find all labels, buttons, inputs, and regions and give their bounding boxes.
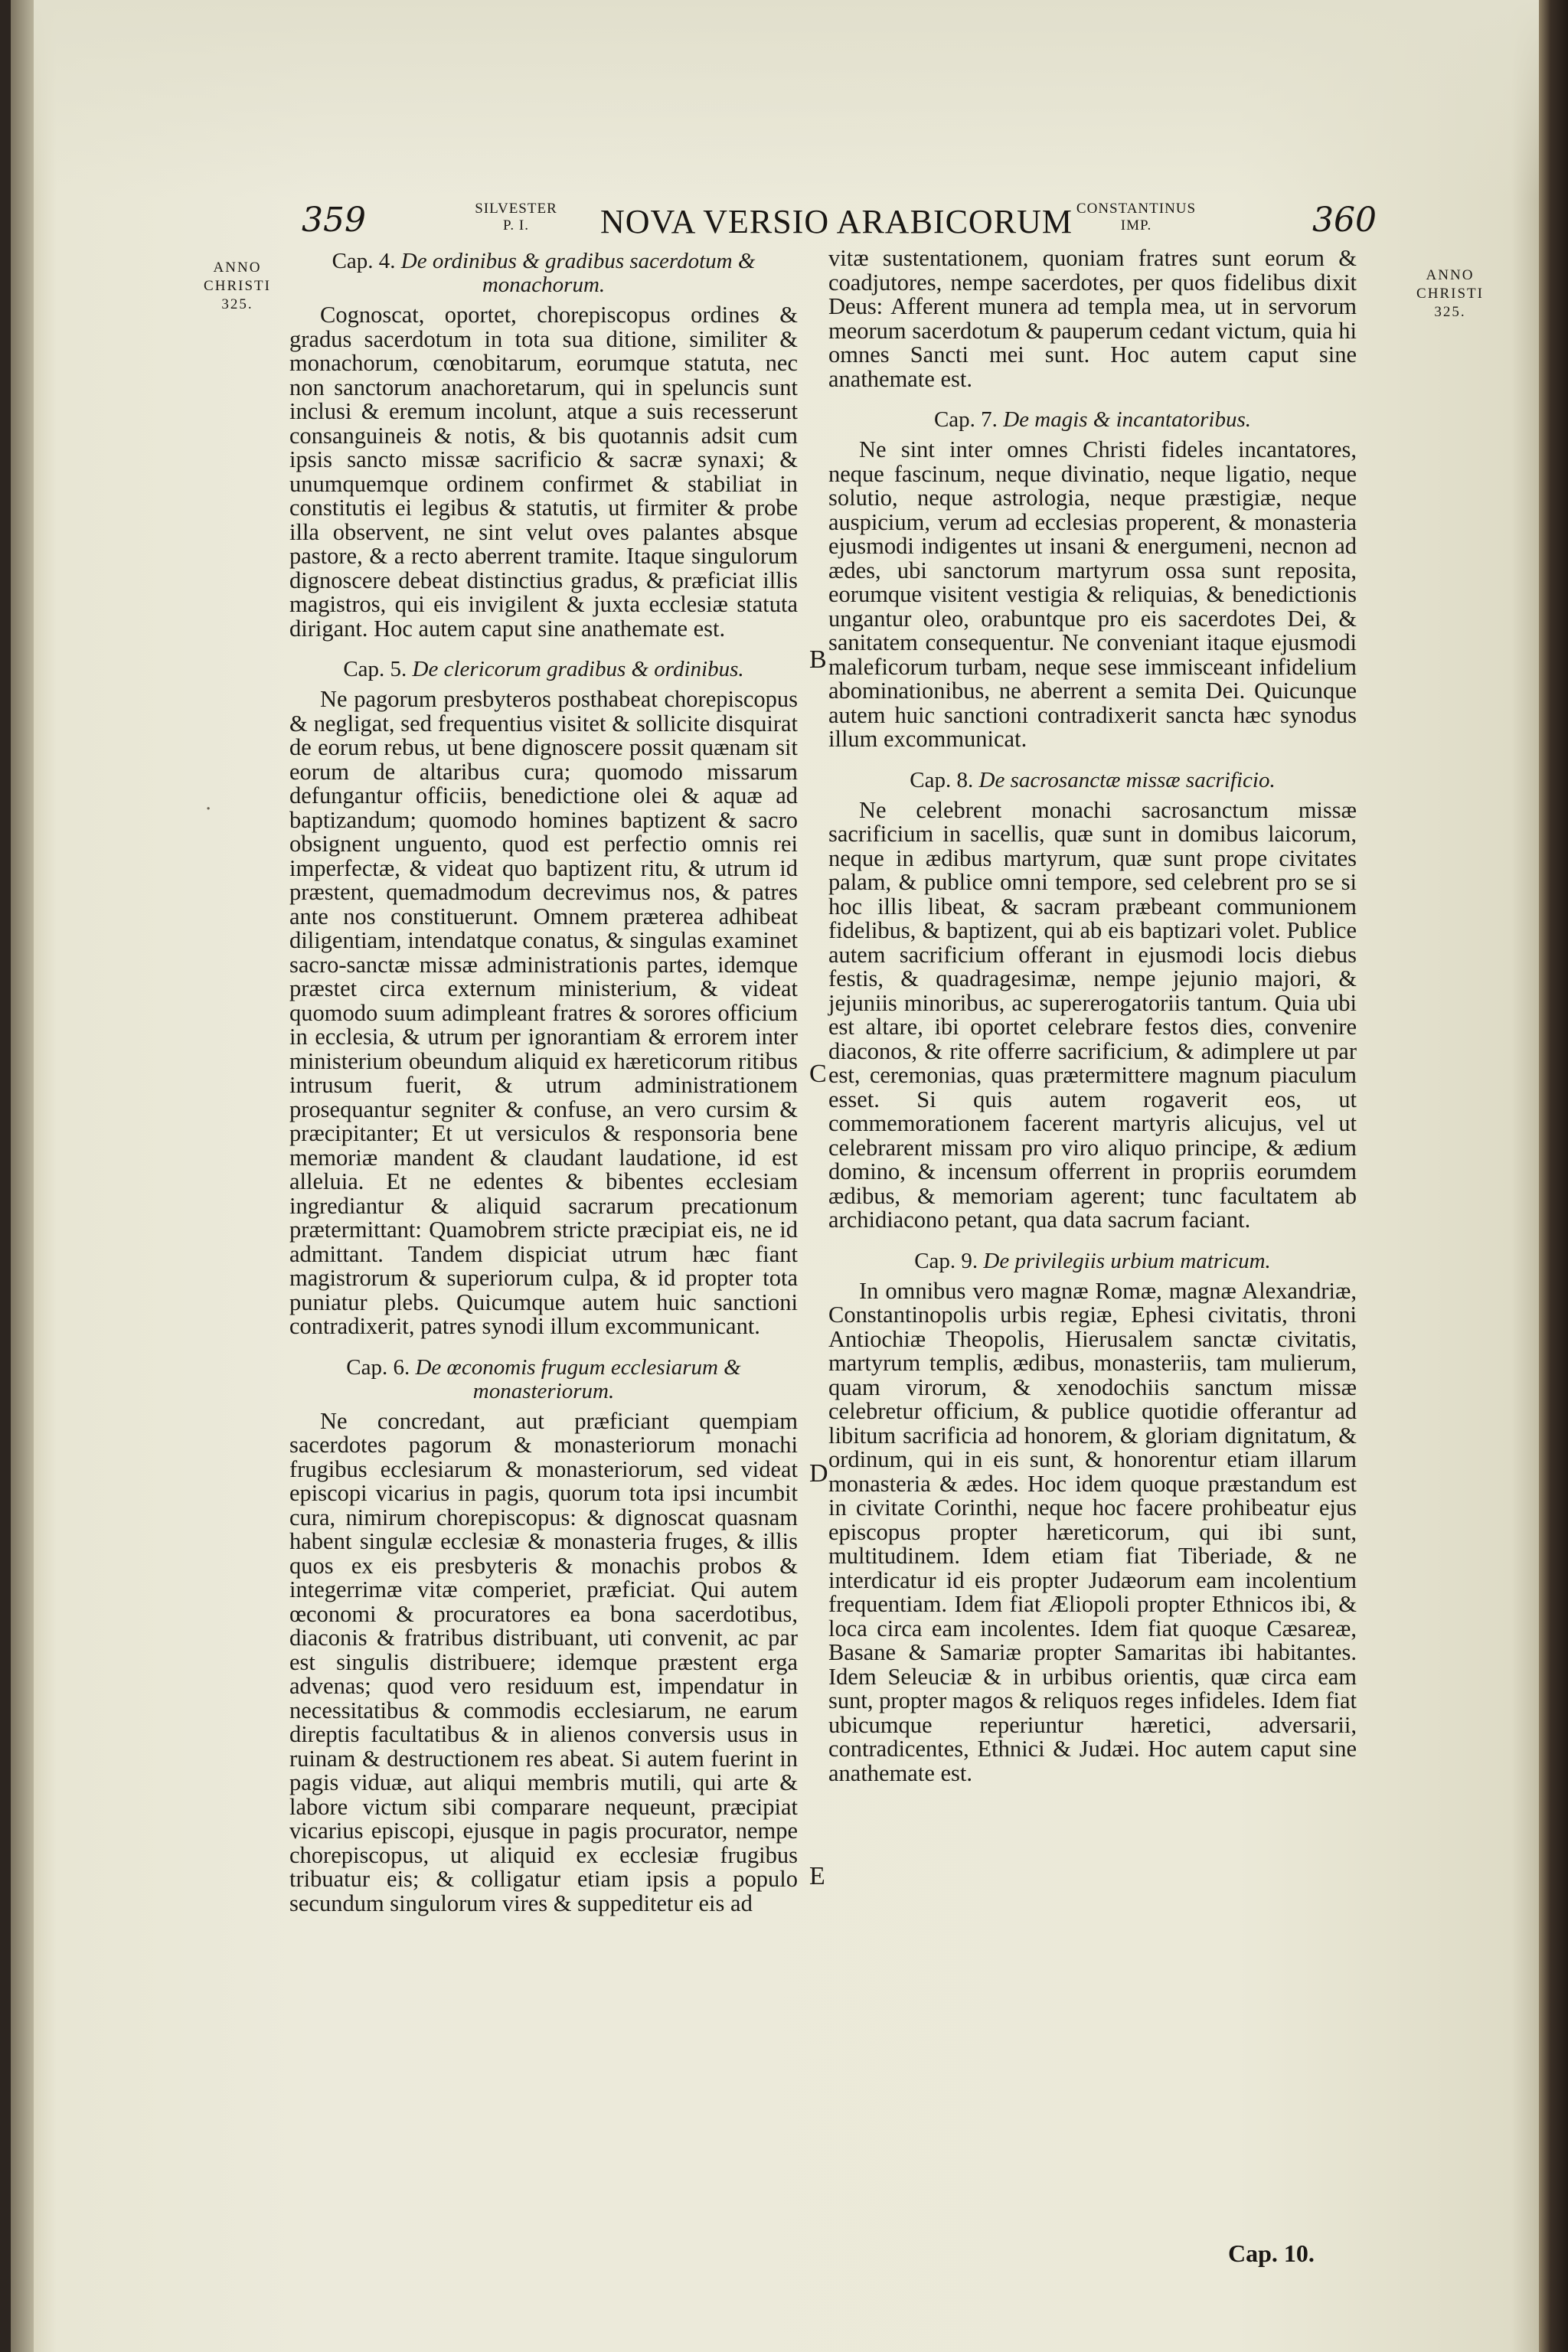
margin-mark: · bbox=[205, 798, 212, 821]
header-pope-number: P. I. bbox=[502, 217, 530, 234]
chapter-text: Ne celebrent monachi sacrosanctum missæ sacrificium in sacellis, quæ sunt in domibus laicorum, neque in ædibus martyrum, quæ sunt prope civitates palam, & publice omni tempore, sed celebrent pro se si hoc illis libeat, & sacram præbeant communionem fidelibus, & baptizent, qui ab eis baptizari volet. Publice autem sacrificium offerant in ejusmodi locis diebus festis, & quadragesimæ, nempe jejunio majori, & jejuniis minoribus, ac supererogatoriis tantum. Quia ubi est altare, ibi oportet celebrare festos dies, convenire diaconos, & rite offerre sacrificium, & adimplere ut par est, ceremonias, quas prætermittere magnum piaculum esset. Si quis autem rogaverit eos, ut commemorationem facerent martyris alicujus, vel ut celebrarent missam pro viro aliquo principe, & ædium domino, & incensum offerrent in propriis eorumdem ædibus, & memoriam agerent; tunc facultatem ab archidiacono petant, qua data sacrum faciant. bbox=[828, 796, 1357, 1233]
chapter-number: Cap. 5. bbox=[343, 657, 407, 681]
chapter-title: De clericorum gradibus & ordinibus. bbox=[412, 657, 744, 681]
chapter-text: Ne sint inter omnes Christi fideles incantatores, neque fascinum, neque divinatio, neque ligatio, neque solutio, neque astrologia, neque præstigiæ, neque auspicium, verum ad ecclesias properent, & monasteria ejusmodi indigentes ut insani & energumeni, necnon ad ædes, ubi sanctorum martyrum ossa sunt reposita, eorumque visitent vestigia & reliquias, & benedictionis ungantur oleo, orabuntque pro eis sacerdotes Dei, & sanitatem consequentur. Ne conveniant itaque ejusmodi maleficorum turbam, neque sese immisceant infidelium abominationibus, ne aberrent a semita Dei. Quicunque autem huic sanctioni contradixerit sancta hæc synodus illum excommunicat. bbox=[828, 436, 1357, 752]
chapter-text: In omnibus vero magnæ Romæ, magnæ Alexandriæ, Constantinopolis urbis regiæ, Ephesi civitatis, throni Antiochiæ Theopolis, Hierusalem sanctæ civitatis, martyrum templis, ædibus, monasteriis, tam mulierum, quam virorum, & xenodochiis sanctum missæ celebretur officium, & publice quotidie offerantur ad libitum sacrificia ad honorem, & gloriam dignitatum, & ordinum, qui in eis sunt, & honorentur etiam illarum monasteria & ædes. Hoc idem quoque præstandum est in civitate Corinthi, neque hoc facere prohibeatur ejus episcopus propter hæreticorum, qui ibi sunt, multitudinem. Idem etiam fiat Tiberiade, & ne interdicatur id eis propter Judæorum eam incolentium frequentiam. Idem fiat Æliopoli propter Ethnicos ibi, & loca circa eam incolentes. Idem fiat quoque Cæsareæ, Basane & Samariæ propter Samaritas ibi habitantes. Idem Seleuciæ & in urbibus orientis, quæ circa eam sunt, propter magos & reliquos reges infideles. Idem fiat ubicumque reperiuntur hæretici, adversarii, contradicentes, Ethnici & Judæi. Hoc autem caput sine anathemate est. bbox=[828, 1277, 1357, 1786]
margin-letter-b: B bbox=[809, 645, 827, 674]
year-note-anno: ANNO bbox=[1426, 267, 1475, 283]
year-note-christi: CHRISTI bbox=[204, 278, 271, 294]
chapter-title: De magis & incantatoribus. bbox=[1003, 407, 1252, 432]
page-number-left: 359 bbox=[302, 201, 366, 240]
chapter-number: Cap. 6. bbox=[346, 1354, 410, 1380]
chapter-heading bbox=[828, 769, 1357, 792]
catchword: Cap. 10. bbox=[1228, 2239, 1315, 2267]
margin-letter-d: D bbox=[809, 1459, 828, 1488]
year-note-right bbox=[1396, 266, 1504, 322]
header-emperor-name: CONSTANTINUS bbox=[1076, 201, 1197, 217]
page-gutter bbox=[11, 0, 34, 2352]
chapter-heading bbox=[289, 658, 798, 681]
year-note-year: 325. bbox=[221, 296, 253, 312]
year-note-christi: CHRISTI bbox=[1416, 286, 1484, 302]
chapter-text: Cognoscat, oportet, chorepiscopus ordines & gradus sacerdotum in tota sua ditione, similiter & monachorum, cœnobitarum, eorumque statuta, nec non sanctorum anachoretarum, qui in speluncis sunt inclusi & eremum incolunt, atque a suis recesserunt consanguineis & notis, & bis quotannis adsit cum ipsis sancto missæ sacrificio & sacræ synaxi; & unumquemque ordinem confirmet & stabiliat in constitutis ei legibus & statutis, ut firmiter & probe illa observent, ne sint velut oves palantes absque pastore, & a recto aberrent tramite. Itaque singulorum dignoscere debeat distinctius gradus, & præficiat illis magistros, qui eis invigilent & juxta ecclesiæ statuta dirigant. Hoc autem caput sine anathemate est. bbox=[289, 302, 798, 642]
margin-letter-c: C bbox=[809, 1060, 827, 1088]
chapter-heading bbox=[289, 250, 798, 297]
right-column bbox=[828, 247, 1357, 1802]
chapter-title: De privilegiis urbium matricum. bbox=[983, 1248, 1271, 1273]
chapter-title: De ordinibus & gradibus sacerdotum & monachorum. bbox=[400, 249, 756, 297]
chapter-number: Cap. 8. bbox=[910, 767, 974, 792]
chapter-number: Cap. 4. bbox=[332, 249, 396, 273]
left-column bbox=[289, 247, 798, 1932]
book-edge bbox=[1539, 0, 1568, 2352]
chapter-heading bbox=[828, 408, 1357, 432]
header-emperor-label bbox=[1029, 201, 1243, 234]
chapter-number: Cap. 9. bbox=[914, 1248, 978, 1273]
continued-text: vitæ sustentationem, quoniam fratres sunt eorum & coadjutores, nempe sacerdotes, per quos fidelibus dixit Deus: Afferent munera ad templa mea, ut in servorum meorum sacerdotum & pauperum cedant victum, quia hi omnes Sancti mei sunt. Hoc autem caput sine anathemate est. bbox=[828, 245, 1357, 392]
year-note-left bbox=[184, 259, 291, 314]
chapter-heading bbox=[289, 1356, 798, 1403]
chapter-title: De sacrosanctæ missæ sacrificio. bbox=[978, 767, 1276, 792]
margin-letter-e: E bbox=[809, 1862, 825, 1890]
chapter-number: Cap. 7. bbox=[933, 407, 998, 432]
running-title: NOVA VERSIO ARABICORUM bbox=[600, 203, 1073, 240]
header-emperor-title: IMP. bbox=[1120, 217, 1152, 234]
book-page bbox=[11, 0, 1548, 2352]
page-number-right: 360 bbox=[1312, 201, 1377, 240]
chapter-text: Ne concredant, aut præficiant quempiam sacerdotes pagorum & monasteriorum monachi frugibus ecclesiarum & monasteriorum, sed videat episcopi vicarius in pagis, quorum tota ipsi incumbit cura, nimirum chorepiscopus: & dignoscat quasnam habent singulæ ecclesiæ & monasteria fruges, & illis quos ex eis presbyteris & monachis probos & integerrimæ vitæ comperiet, præficiat. Qui autem œconomi & procuratores ea bona sacerdotibus, diaconis & fratribus distribuant, uti convenit, ac par est singulis distribuere; idemque præstent erga advenas; quod vero residuum est, impendatur in necessitatibus & commodis ecclesiarum, ne earum direptis facultatibus & in alienos conversis usus in ruinam & destructionem res abeat. Si autem fuerint in pagis viduæ, aut aliqui membris mutili, qui arte & labore victum sibi comparare nequeunt, præcipiat vicarius episcopi, ejusque in pagis procurator, nempe chorepiscopus, ut aliquid ex ecclesiæ frugibus tribuatur eis; & colligatur etiam ipsis a populo secundum singulorum vires & suppeditetur eis ad bbox=[289, 1407, 798, 1916]
chapter-title: De œconomis frugum ecclesiarum & monasteriorum. bbox=[415, 1354, 741, 1403]
header-pope-name: SILVESTER bbox=[475, 201, 557, 217]
header-pope-label bbox=[447, 201, 585, 234]
year-note-year: 325. bbox=[1434, 304, 1466, 320]
chapter-text: Ne pagorum presbyteros posthabeat chorepiscopus & negligat, sed frequentius visitet & sollicite disquirat de eorum rebus, ut bene dignoscere possit quænam sit eorum de altaribus cura; quomodo missarum defungantur officiis, benedictione olei & aquæ ad baptizandum; quomodo homines baptizent & sacro obsignent unguento, quod est perfectio omnis rei imperfectæ, & videat quo baptizent ritu, & utrum id præstent, quemadmodum decrevimus nos, & patres ante nos constituerunt. Omnem præterea adhibeat diligentiam, intendatque conatus, & singulas examinet sacro-sanctæ missæ administrationis partes, idemque præstet circa externum ministerium, & videat quomodo suum adimpleant fratres & sorores officium in ecclesia, & utrum per ignorantiam & errorem inter ministerium obeundum aliquid ex hæreticorum ritibus intrusum fuerit, & utrum administrationem prosequantur segniter & confuse, an vero cursim & præcipitanter; Et ut versiculos & responsoria bene memoriæ mandent & claudant laudatione, id est alleluia. Et ne edentes & bibentes ecclesiam ingrediantur & aliquid sacrarum precationum prætermittant: Quamobrem stricte præcipiat eis, ne id admittant. Tandem dispiciat utrum hæc fiant magistrorum & superiorum culpa, & id propter tota puniatur plebs. Quicumque autem huic sanctioni contradixerit, patres synodi illum excommunicant. bbox=[289, 686, 798, 1339]
year-note-anno: ANNO bbox=[213, 260, 262, 276]
chapter-heading bbox=[828, 1250, 1357, 1273]
